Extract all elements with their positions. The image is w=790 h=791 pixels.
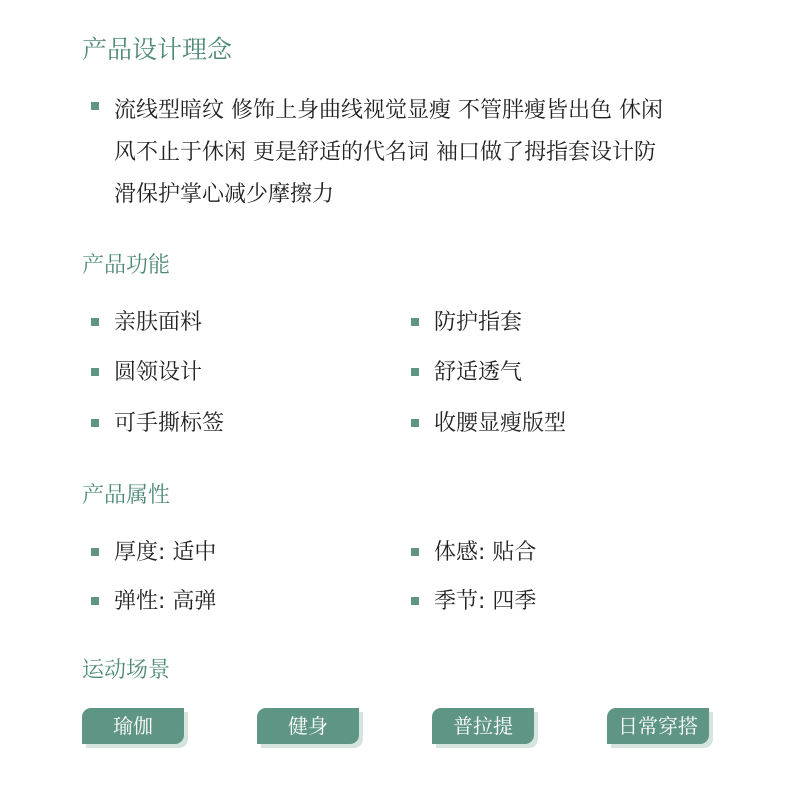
attribute-item: 厚度: 适中	[114, 540, 217, 565]
design-paragraph: 流线型暗纹 修饰上身曲线视觉显瘦 不管胖瘦皆出色 休闲 风不止于休闲 更是舒适的代名词 袖口做了拇指套设计防 滑保护掌心减少摩擦力	[114, 98, 663, 207]
attribute-item: 弹性: 高弹	[114, 589, 217, 614]
feature-item: 防护指套	[434, 310, 523, 335]
feature-item: 收腰显瘦版型	[434, 411, 567, 436]
feature-bullet-icon	[91, 419, 99, 427]
scenes-heading: 运动场景	[82, 658, 171, 683]
feature-bullet-icon	[411, 368, 419, 376]
attribute-item: 季节: 四季	[434, 589, 537, 614]
feature-bullet-icon	[91, 318, 99, 326]
scene-tag-yoga: 瑜伽	[82, 708, 184, 744]
feature-bullet-icon	[411, 419, 419, 427]
scene-tag-pilates: 普拉提	[432, 708, 534, 744]
attribute-bullet-icon	[411, 548, 419, 556]
attribute-item: 体感: 贴合	[434, 540, 537, 565]
attribute-bullet-icon	[91, 548, 99, 556]
feature-item: 可手撕标签	[114, 411, 225, 436]
feature-bullet-icon	[411, 318, 419, 326]
design-bullet-icon	[91, 102, 99, 110]
design-heading: 产品设计理念	[82, 35, 233, 64]
attribute-bullet-icon	[411, 597, 419, 605]
feature-item: 圆领设计	[114, 360, 203, 385]
scene-tag-fitness: 健身	[257, 708, 359, 744]
attribute-bullet-icon	[91, 597, 99, 605]
feature-item: 亲肤面料	[114, 310, 203, 335]
feature-bullet-icon	[91, 368, 99, 376]
scene-tag-daily-wear: 日常穿搭	[607, 708, 709, 744]
feature-item: 舒适透气	[434, 360, 523, 385]
features-heading: 产品功能	[82, 253, 171, 278]
attributes-heading: 产品属性	[82, 483, 171, 508]
